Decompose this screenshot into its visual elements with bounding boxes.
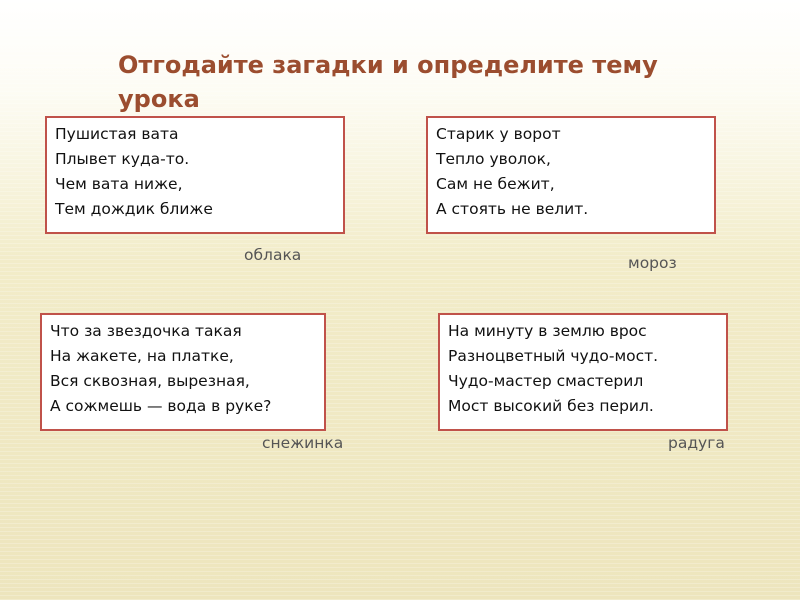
riddle-box-frost [426, 116, 716, 234]
riddle-line: На жакете, на платке, [50, 347, 234, 365]
riddle-line: Пушистая вата [55, 125, 179, 143]
riddle-line: Вся сквозная, вырезная, [50, 372, 250, 390]
riddle-line: А сожмешь — вода в руке? [50, 397, 272, 415]
riddle-line: Чудо-мастер смастерил [448, 372, 644, 390]
answer-snowflake: снежинка [262, 434, 344, 452]
answer-rainbow: радуга [668, 434, 725, 452]
answer-clouds: облака [244, 246, 302, 264]
riddle-line: А стоять не велит. [436, 200, 589, 218]
riddle-line: Тем дождик ближе [55, 200, 213, 218]
riddle-line: Разноцветный чудо-мост. [448, 347, 659, 365]
riddle-line: Сам не бежит, [436, 175, 555, 193]
riddle-line: Чем вата ниже, [55, 175, 183, 193]
riddle-line: Плывет куда-то. [55, 150, 190, 168]
riddle-line: Что за звездочка такая [50, 322, 242, 340]
answer-frost: мороз [628, 254, 677, 272]
riddle-box-clouds [45, 116, 345, 234]
riddle-box-snowflake [40, 313, 326, 431]
riddle-line: Старик у ворот [436, 125, 561, 143]
riddle-box-rainbow [438, 313, 728, 431]
riddle-line: Тепло уволок, [436, 150, 551, 168]
riddle-line: Мост высокий без перил. [448, 397, 654, 415]
riddle-line: На минуту в землю врос [448, 322, 647, 340]
slide-title: Отгодайте загадки и определите тему урока [118, 51, 658, 113]
